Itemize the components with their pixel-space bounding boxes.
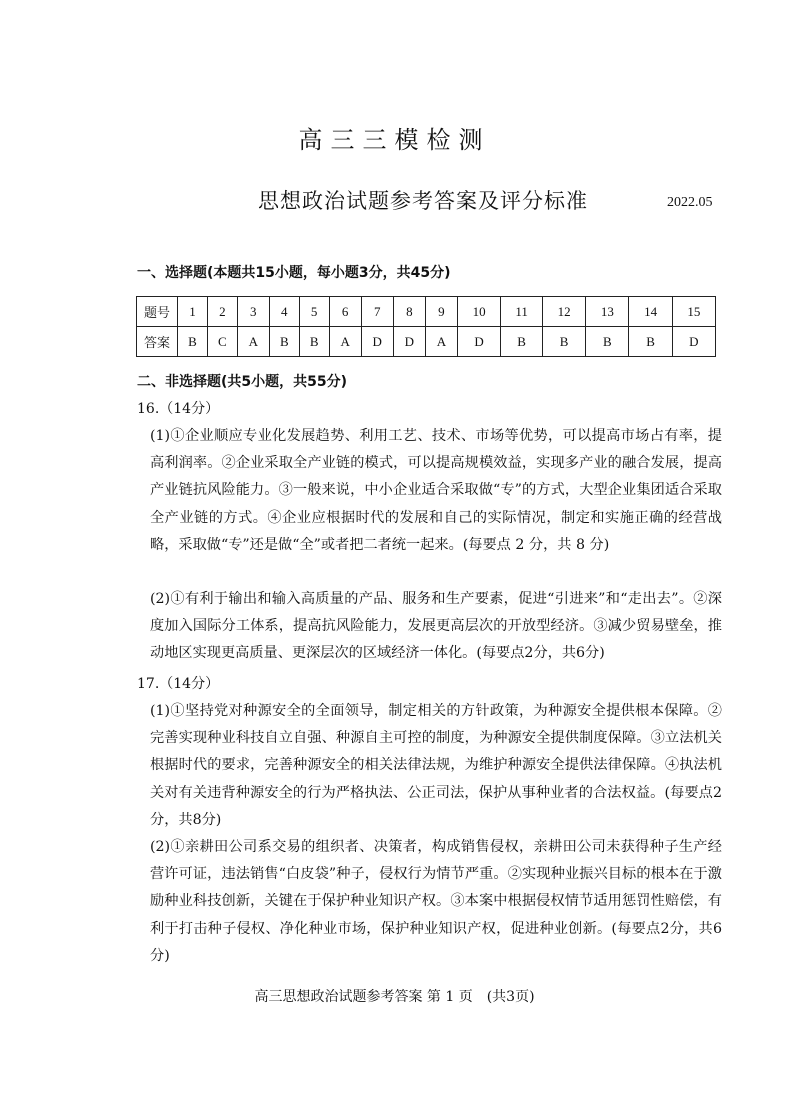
- table-cell: 2: [207, 297, 237, 327]
- question-16-label: 16.（14分）: [137, 401, 220, 417]
- page-footer: 高三思想政治试题参考答案 第 1 页 (共3页): [254, 989, 535, 1005]
- table-cell: 11: [501, 297, 543, 327]
- table-cell: 9: [425, 297, 457, 327]
- question-number-row: [137, 297, 716, 327]
- question-17-part2: (2)①亲耕田公司系交易的组织者、决策者，构成销售侵权，亲耕田公司未获得种子生产经营许可证，违法销售“白皮袋”种子，侵权行为情节严重。②实现种业振兴目标的根本在于激励种业科技创新，关键在于保护种业知识产权。③本案中根据侵权情节适用惩罚性赔偿，有利于打击种子侵权、净化种业市场，保护种业知识产权，促进种业创新。(每要点2分，共6分): [150, 839, 722, 964]
- table-cell: 5: [299, 297, 329, 327]
- table-cell: 4: [269, 297, 299, 327]
- section2-heading: 二、非选择题(共5小题，共55分): [137, 374, 348, 390]
- row-label-number: 题号: [137, 297, 178, 327]
- question-16-part1: (1)①企业顺应专业化发展趋势、利用工艺、技术、市场等优势，可以提高市场占有率，提高利润率。②企业采取全产业链的模式，可以提高规模效益，实现多产业的融合发展，提高产业链抗风险能力。③一般来说，中小企业适合采取做“专”的方式，大型企业集团适合采取全产业链的方式。④企业应根据时代的发展和自己的实际情况，制定和实施正确的经营战略，采取做“专”还是做“全”或者把二者统一起来。(每要点 2 分，共 8 分): [150, 428, 722, 553]
- table-cell: D: [672, 327, 715, 357]
- table-cell: 3: [237, 297, 269, 327]
- table-cell: B: [586, 327, 629, 357]
- table-cell: C: [207, 327, 237, 357]
- table-cell: A: [329, 327, 361, 357]
- table-cell: 13: [586, 297, 629, 327]
- table-cell: 10: [457, 297, 500, 327]
- table-cell: B: [542, 327, 585, 357]
- document-subtitle: 思想政治试题参考答案及评分标准: [258, 189, 588, 213]
- table-cell: B: [299, 327, 329, 357]
- document-title: 高三三模检测: [298, 126, 491, 154]
- table-cell: D: [393, 327, 425, 357]
- question-17-part1: (1)①坚持党对种源安全的全面领导，制定相关的方针政策，为种源安全提供根本保障。②完善实现种业科技自立自强、种源自主可控的制度，为种源安全提供制度保障。③立法机关根据时代的要求，完善种源安全的相关法律法规，为维护种源安全提供法律保障。④执法机关对有关违背种源安全的行为严格执法、公正司法，保护从事种业者的合法权益。(每要点2分，共8分): [150, 703, 722, 828]
- row-label-answer: 答案: [137, 327, 178, 357]
- table-cell: 14: [629, 297, 672, 327]
- question-17-label: 17.（14分）: [137, 676, 220, 692]
- table-cell: B: [629, 327, 672, 357]
- answer-row: [137, 327, 716, 357]
- table-cell: B: [269, 327, 299, 357]
- answer-table: [136, 296, 716, 357]
- table-cell: D: [361, 327, 393, 357]
- table-cell: A: [237, 327, 269, 357]
- table-cell: A: [425, 327, 457, 357]
- table-cell: 7: [361, 297, 393, 327]
- table-cell: 6: [329, 297, 361, 327]
- table-cell: 1: [178, 297, 208, 327]
- table-cell: 12: [542, 297, 585, 327]
- section1-heading: 一、选择题(本题共15小题，每小题3分，共45分): [137, 265, 451, 281]
- table-cell: 15: [672, 297, 715, 327]
- table-cell: 8: [393, 297, 425, 327]
- table-cell: D: [457, 327, 500, 357]
- table-cell: B: [501, 327, 543, 357]
- question-16-part2: (2)①有利于输出和输入高质量的产品、服务和生产要素，促进“引进来”和“走出去”。②深度加入国际分工体系，提高抗风险能力，发展更高层次的开放型经济。③减少贸易壁垒，推动地区实现更高质量、更深层次的区域经济一体化。(每要点2分，共6分): [150, 591, 722, 662]
- document-date: 2022.05: [667, 195, 713, 210]
- table-cell: B: [178, 327, 208, 357]
